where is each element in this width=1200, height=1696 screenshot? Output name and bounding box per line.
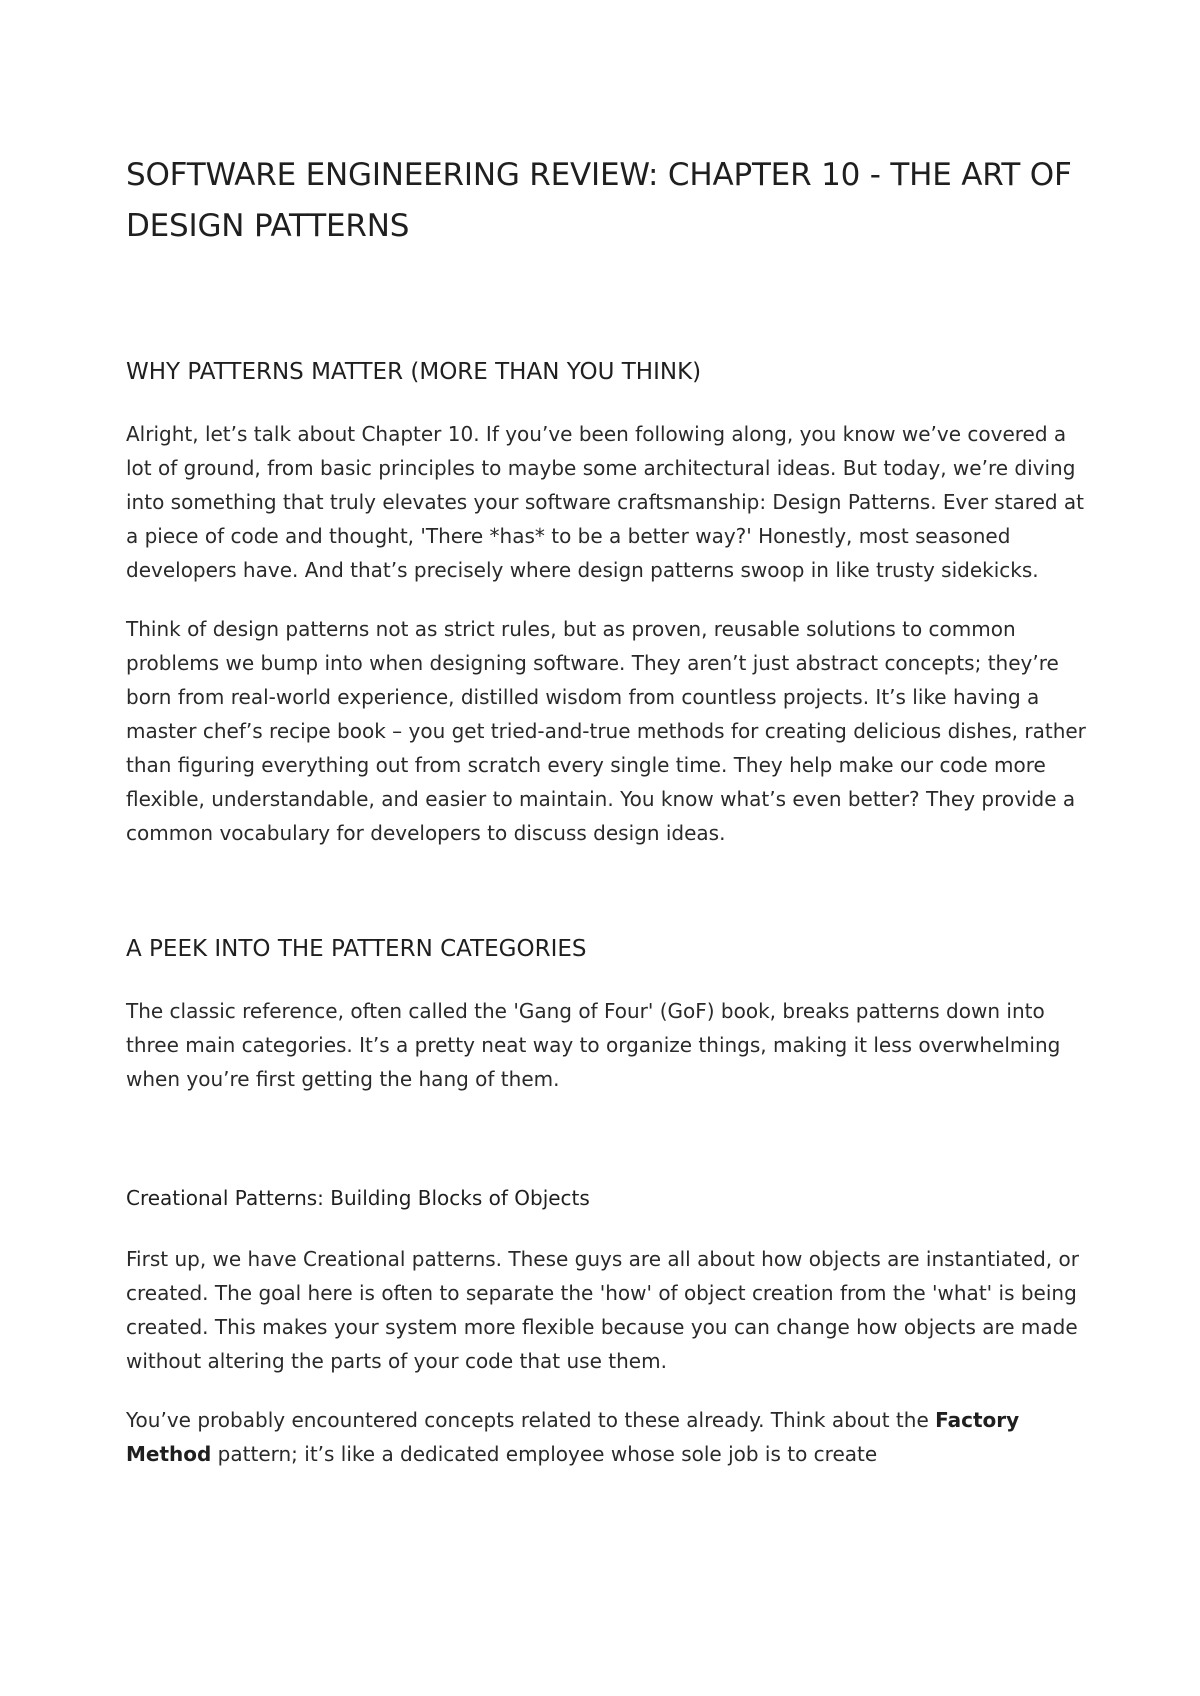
paragraph-intro: Alright, let’s talk about Chapter 10. If you’ve been following along, you know we’ve covered a lot of ground, from basic principles to maybe some architectural ideas. But today, we’re diving into something that truly elevates your software craftsmanship: Design Patterns. Ever stared at a piece of code and thought, 'There *has* to be a better way?' Honestly, most seasoned developers have. And that’s precisely where design patterns swoop in like trusty sidekicks.	[126, 422, 1085, 582]
factory-text-before: You’ve probably encountered concepts related to these already. Think about the	[126, 1408, 936, 1432]
factory-text-after: pattern; it’s like a dedicated employee whose sole job is to create	[211, 1442, 878, 1466]
paragraph-creational: First up, we have Creational patterns. These guys are all about how objects are instantiated, or created. The goal here is often to separate the 'how' of object creation from the 'what' is being created. This makes your system more flexible because you can change how objects are made without altering the parts of your code that use them.	[126, 1247, 1079, 1373]
paragraph-gof: The classic reference, often called the 'Gang of Four' (GoF) book, breaks patterns down into three main categories. It’s a pretty neat way to organize things, making it less overwhelming when you’re first getting the hang of them.	[126, 999, 1061, 1091]
section-heading-pattern-categories: A PEEK INTO THE PATTERN CATEGORIES	[126, 936, 587, 962]
subsection-heading-creational: Creational Patterns: Building Blocks of Objects	[126, 1186, 590, 1210]
section-heading-why-patterns-matter: WHY PATTERNS MATTER (MORE THAN YOU THINK)	[126, 359, 702, 385]
factory-method-term: Factory Method	[126, 1408, 1020, 1466]
paragraph-factory-method	[126, 1403, 1086, 1471]
document-page	[126, 150, 1086, 1471]
paragraph-definition: Think of design patterns not as strict rules, but as proven, reusable solutions to common problems we bump into when designing software. They aren’t just abstract concepts; they’re born from real-world experience, distilled wisdom from countless projects. It’s like having a master chef’s recipe book – you get tried-and-true methods for creating delicious dishes, rather than figuring everything out from scratch every single time. They help make our code more flexible, understandable, and easier to maintain. You know what’s even better? They provide a common vocabulary for developers to discuss design ideas.	[126, 617, 1086, 845]
document-title: SOFTWARE ENGINEERING REVIEW: CHAPTER 10 - THE ART OF DESIGN PATTERNS	[126, 157, 1072, 244]
